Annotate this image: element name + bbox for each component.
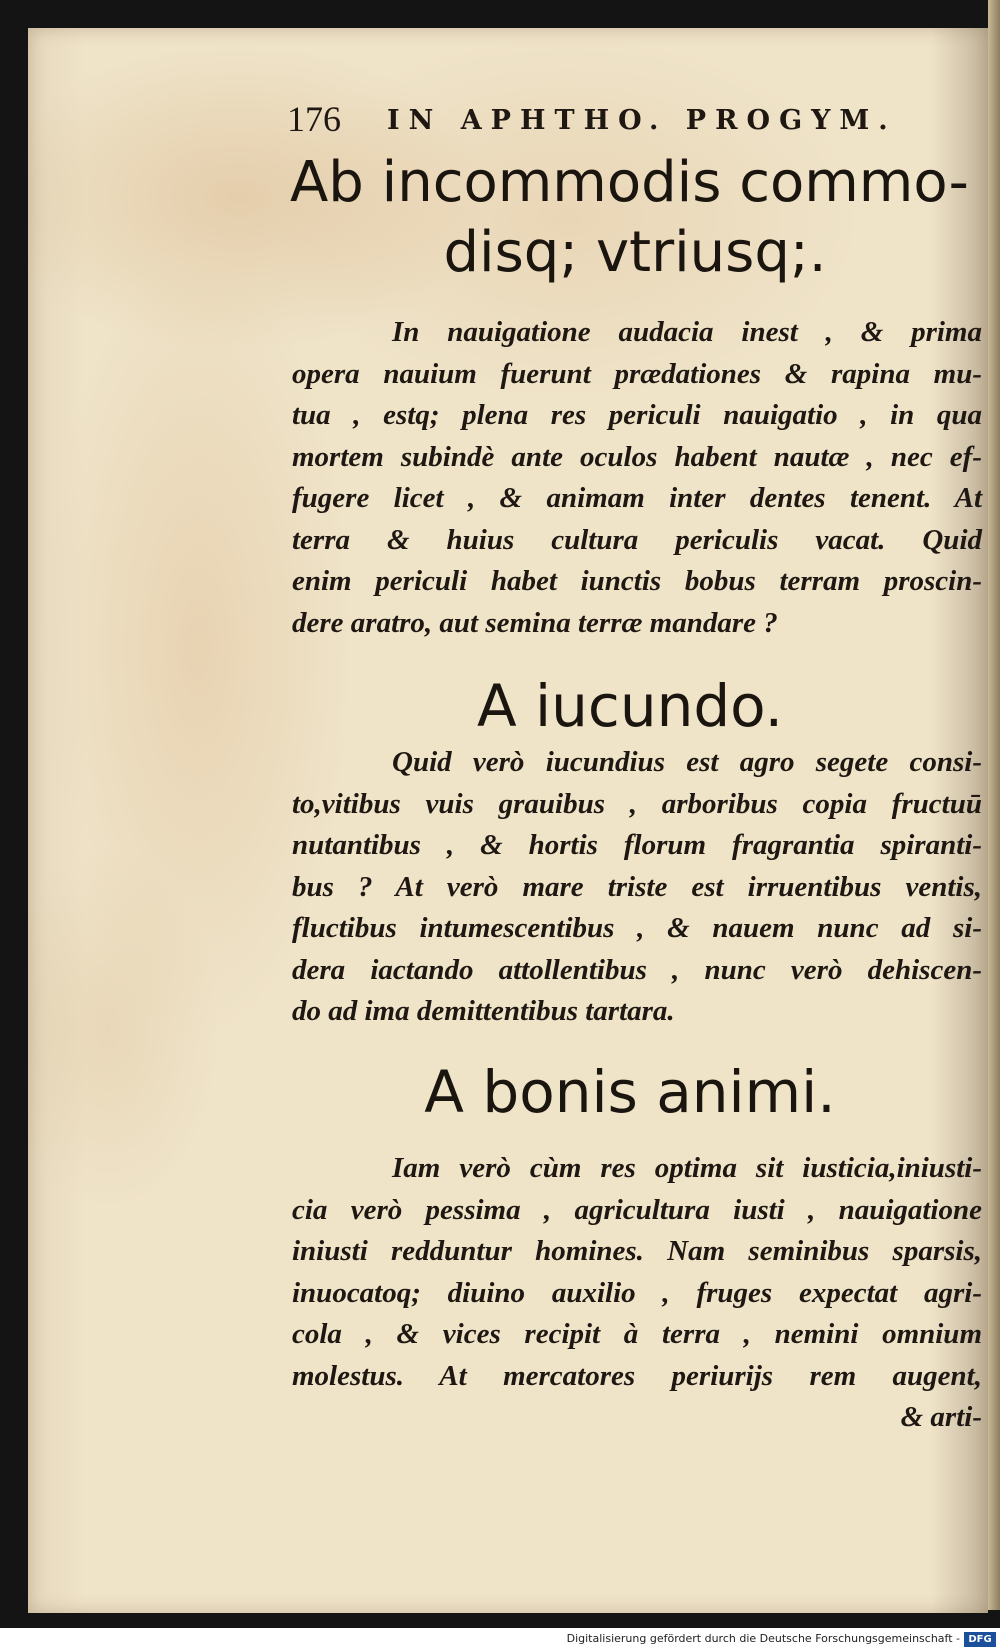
funding-credit: Digitalisierung gefördert durch die Deutsche Forschungsgemeinschaft - xyxy=(566,1632,960,1645)
text-line: Quid verò iucundius est agro segete consi- xyxy=(392,746,982,778)
page-number: 176 xyxy=(287,99,341,139)
section-heading-1-line-1: Ab incommodis commo- xyxy=(290,150,969,215)
section-heading-3: A bonis animi. xyxy=(424,1058,836,1126)
section-paragraph-1 xyxy=(292,312,982,644)
text-line: iniusti redduntur homines. Nam seminibus sparsis, xyxy=(292,1235,982,1267)
running-title: IN APHTHO. PROGYM. xyxy=(387,105,897,136)
text-line: fugere licet , & animam inter dentes tenent. At xyxy=(292,482,982,514)
text-line: dere aratro, aut semina terræ mandare ? xyxy=(292,606,778,639)
text-line: to,vitibus vuis grauibus , arboribus copia fructuū xyxy=(292,787,982,820)
text-line: dera iactando attollentibus , nunc verò dehiscen- xyxy=(292,953,982,986)
text-line: do ad ima demittentibus tartara. xyxy=(292,995,675,1027)
text-line: enim periculi habet iunctis bobus terram proscin- xyxy=(292,565,982,597)
text-line: nutantibus , & hortis florum fragrantia spiranti- xyxy=(292,829,982,861)
dfg-logo: DFG xyxy=(964,1632,996,1647)
text-line: inuocatoq; diuino auxilio , fruges expectat agri- xyxy=(292,1276,982,1309)
running-head xyxy=(287,98,927,140)
text-line: cia verò pessima , agricultura iusti , nauigatione xyxy=(292,1193,982,1226)
text-line: molestus. At mercatores periurijs rem augent, xyxy=(292,1359,982,1392)
text-line: terra & huius cultura periculis vacat. Quid xyxy=(292,523,982,556)
digitization-footer xyxy=(0,1628,1000,1652)
text-line: tua , estq; plena res periculi nauigatio , in qua xyxy=(292,399,982,431)
catchword: & arti- xyxy=(900,1401,982,1433)
section-heading-1-line-2: disq; vtriusq;. xyxy=(443,220,827,285)
text-line: fluctibus intumescentibus , & nauem nunc ad si- xyxy=(292,912,982,944)
text-line: bus ? At verò mare triste est irruentibus ventis, xyxy=(292,870,982,903)
page-edge xyxy=(988,0,1000,1610)
text-line: cola , & vices recipit à terra , nemini omnium xyxy=(292,1318,982,1350)
text-line: In nauigatione audacia inest , & prima xyxy=(392,316,982,348)
section-paragraph-3 xyxy=(292,1148,982,1439)
section-paragraph-2 xyxy=(292,742,982,1033)
text-line: opera nauium fuerunt prædationes & rapina mu- xyxy=(292,357,982,390)
text-line: mortem subindè ante oculos habent nautæ , nec ef- xyxy=(292,440,982,473)
text-line: Iam verò cùm res optima sit iusticia,iniusti- xyxy=(392,1152,982,1184)
section-heading-2: A iucundo. xyxy=(476,672,784,740)
